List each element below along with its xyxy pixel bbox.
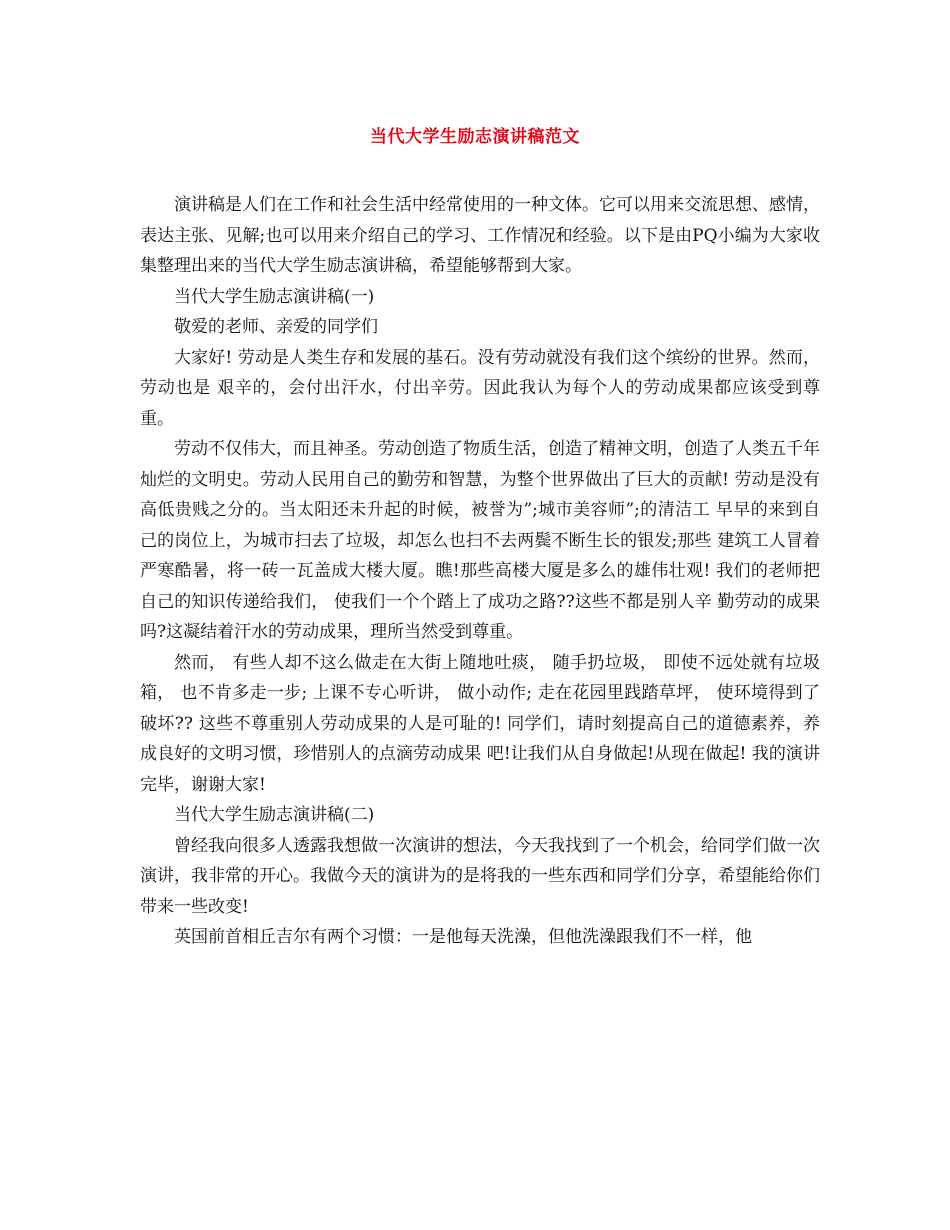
document-body xyxy=(140,190,820,953)
paragraph: 大家好! 劳动是人类生存和发展的基石。没有劳动就没有我们这个缤纷的世界。然而，劳动也是 艰辛的，会付出汗水，付出辛劳。因此我认为每个人的劳动成果都应该受到尊重。 xyxy=(140,347,820,429)
paragraph: 曾经我向很多人透露我想做一次演讲的想法，今天我找到了一个机会，给同学们做一次演讲，我非常的开心。我做今天的演讲为的是将我的一些东西和同学们分享，希望能给你们带来一些改变! xyxy=(140,835,820,917)
paragraph: 然而， 有些人却不这么做走在大街上随地吐痰， 随手扔垃圾， 即使不远处就有垃圾箱， 也不肯多走一步; 上课不专心听讲， 做小动作; 走在花园里践踏草坪， 使环境得到了破坏?? 这些不尊重别人劳动成果的人是可耻的! 同学们，请时刻提高自己的道德素养，养成良好的文明习惯，珍惜别人的点滴劳动成果 吧!让我们从自身做起!从现在做起! 我的演讲完毕，谢谢大家! xyxy=(140,652,820,795)
paragraph: 英国前首相丘吉尔有两个习惯：一是他每天洗澡，但他洗澡跟我们不一样，他 xyxy=(174,927,752,947)
paragraph: 劳动不仅伟大，而且神圣。劳动创造了物质生活，创造了精神文明，创造了人类五千年 灿烂的文明史。劳动人民用自己的勤劳和智慧，为整个世界做出了巨大的贡献! 劳动是没有高低贵贱之分的。当太阳还未升起的时候，被誉为”;城市美容师”;的清洁工 早早的来到自己的岗位上，为城市扫去了垃圾，却怎么也扫不去两鬓不断生长的银发;那些 建筑工人冒着严寒酷暑，将一砖一瓦盖成大楼大厦。瞧!那些高楼大厦是多么的雄伟壮观! 我们的老师把自己的知识传递给我们， 使我们一个个踏上了成功之路??这些不都是别人辛 勤劳动的成果吗?这凝结着汗水的劳动成果，理所当然受到尊重。 xyxy=(140,439,820,642)
section-heading-2: 当代大学生励志演讲稿(二) xyxy=(174,805,375,825)
section-heading-1: 当代大学生励志演讲稿(一) xyxy=(174,286,375,307)
document-title: 当代大学生励志演讲稿范文 xyxy=(370,127,580,147)
salutation: 敬爱的老师、亲爱的同学们 xyxy=(174,317,378,337)
paragraph-intro: 演讲稿是人们在工作和社会生活中经常使用的一种文体。它可以用来交流思想、感情，表达主张、见解;也可以用来介绍自己的学习、工作情况和经验。以下是由PQ小编为大家收集整理出来的当代大学生励志演讲稿，希望能够帮到大家。 xyxy=(140,195,820,276)
